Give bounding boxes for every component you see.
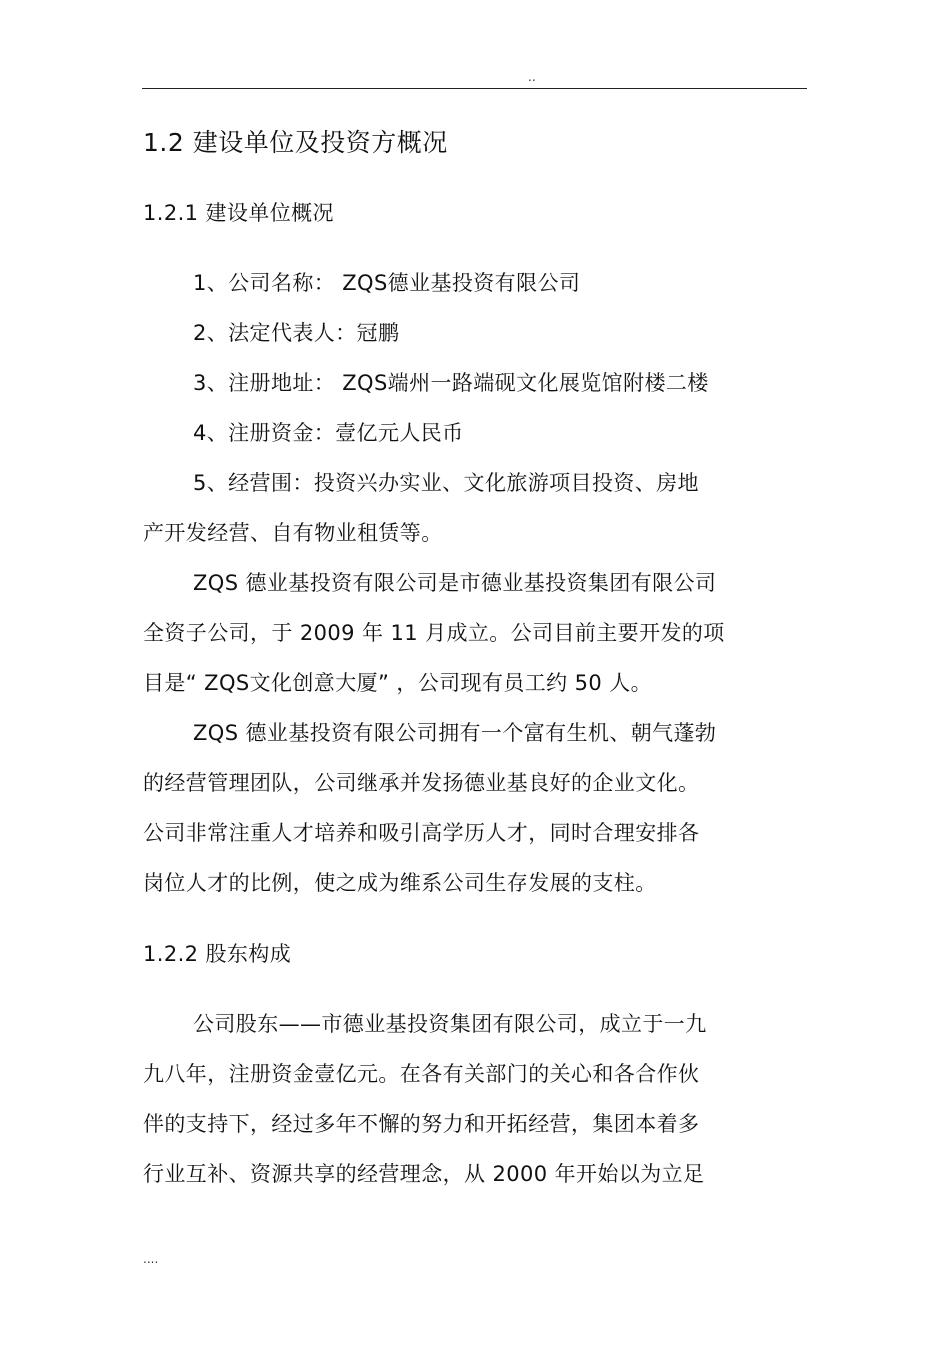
paragraph-line: 全资子公司，于 2009 年 11 月成立。公司目前主要开发的项 xyxy=(143,621,725,645)
info-item-legal-representative: 2、法定代表人：冠鹏 xyxy=(193,321,400,345)
paragraph-line: 行业互补、资源共享的经营理念，从 2000 年开始以为立足 xyxy=(143,1162,705,1186)
paragraph-line: 九八年，注册资金壹亿元。在各有关部门的关心和各合作伙 xyxy=(143,1062,700,1086)
paragraph-line: 岗位人才的比例，使之成为维系公司生存发展的支柱。 xyxy=(143,871,657,895)
paragraph-line: 伴的支持下，经过多年不懈的努力和开拓经营，集团本着多 xyxy=(143,1112,700,1136)
paragraph-line: 目是“ ZQS文化创意大厦” ，公司现有员工约 50 人。 xyxy=(143,671,653,695)
paragraph-line: ZQS 德业基投资有限公司是市德业基投资集团有限公司 xyxy=(193,571,717,595)
paragraph-line: 的经营管理团队，公司继承并发扬德业基良好的企业文化。 xyxy=(143,771,700,795)
paragraph-line: 公司非常注重人才培养和吸引高学历人才，同时合理安排各 xyxy=(143,821,700,845)
section-title: 1.2 建设单位及投资方概况 xyxy=(143,128,448,157)
subsection-heading-1-2-2: 1.2.2 股东构成 xyxy=(143,942,292,966)
paragraph-line: 公司股东——市德业基投资集团有限公司，成立于一九 xyxy=(193,1012,707,1036)
header-divider xyxy=(142,88,807,89)
info-item-company-name: 1、公司名称： ZQS德业基投资有限公司 xyxy=(193,271,581,295)
page-footer-mark: .... xyxy=(143,1252,159,1266)
paragraph-line: ZQS 德业基投资有限公司拥有一个富有生机、朝气蓬勃 xyxy=(193,721,717,745)
info-item-business-scope: 5、经营围：投资兴办实业、文化旅游项目投资、房地 xyxy=(193,471,699,495)
info-item-business-scope-continued: 产开发经营、自有物业租赁等。 xyxy=(143,521,443,545)
info-item-registered-address: 3、注册地址： ZQS端州一路端砚文化展览馆附楼二楼 xyxy=(193,371,709,395)
subsection-heading-1-2-1: 1.2.1 建设单位概况 xyxy=(143,201,334,225)
page-header-mark: .. xyxy=(528,70,536,84)
info-item-registered-capital: 4、注册资金：壹亿元人民币 xyxy=(193,421,464,445)
